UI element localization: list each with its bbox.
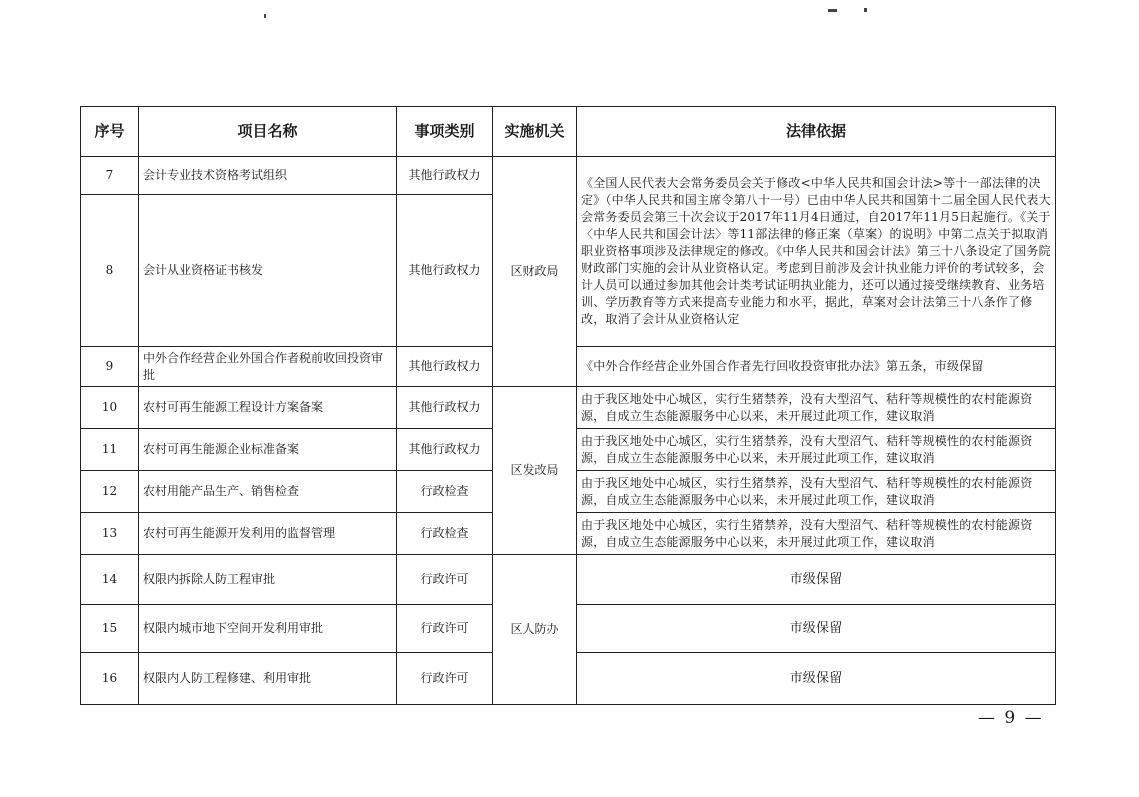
row-number: 13: [81, 513, 139, 555]
approval-items-table: [80, 106, 1056, 705]
table-row: [81, 555, 1056, 605]
row-item-name: 农村可再生能源工程设计方案备案: [139, 387, 397, 429]
row-number: 15: [81, 605, 139, 653]
header-serial-number: 序号: [81, 107, 139, 157]
row-legal-basis: 市级保留: [577, 653, 1056, 705]
table-row: [81, 387, 1056, 429]
row-item-name: 权限内城市地下空间开发利用审批: [139, 605, 397, 653]
row-legal-basis: 《全国人民代表大会常务委员会关于修改<中华人民共和国会计法>等十一部法律的决定》（中华人民共和国主席令第八十一号）已由中华人民共和国第十二届全国人民代表大会常务委员会第三十次会议于2017年11月4日通过，自2017年11月5日起施行。《关于〈中华人民共和国会计法〉等11部法律的修正案（草案）的说明》中第二点关于拟取消职业资格事项涉及法律规定的修改。《中华人民共和国会计法》第三十八条设定了国务院财政部门实施的会计从业资格认定。考虑到目前涉及会计执业能力评价的考试较多，会计人员可以通过参加其他会计类考试证明执业能力，还可以通过接受继续教育、业务培训、学历教育等方式来提高专业能力和水平，据此，草案对会计法第三十八条作了修改，取消了会计从业资格认定: [577, 157, 1056, 347]
row-legal-basis: 由于我区地处中心城区，实行生猪禁养，没有大型沼气、秸秆等规模性的农村能源资源，自成立生态能源服务中心以来，未开展过此项工作，建议取消: [577, 387, 1056, 429]
row-legal-basis: 《中外合作经营企业外国合作者先行回收投资审批办法》第五条，市级保留: [577, 347, 1056, 387]
page-number: — 9 —: [978, 708, 1044, 728]
row-item-name: 农村可再生能源开发利用的监督管理: [139, 513, 397, 555]
header-item-category: 事项类别: [397, 107, 493, 157]
row-agency: 区发改局: [493, 387, 577, 555]
header-legal-basis: 法律依据: [577, 107, 1056, 157]
row-category: 行政检查: [397, 471, 493, 513]
row-number: 9: [81, 347, 139, 387]
row-number: 16: [81, 653, 139, 705]
row-number: 8: [81, 195, 139, 347]
table-row: [81, 157, 1056, 195]
row-item-name: 农村用能产品生产、销售检查: [139, 471, 397, 513]
row-category: 其他行政权力: [397, 157, 493, 195]
row-category: 其他行政权力: [397, 429, 493, 471]
row-item-name: 会计从业资格证书核发: [139, 195, 397, 347]
row-legal-basis: 市级保留: [577, 605, 1056, 653]
row-item-name: 农村可再生能源企业标准备案: [139, 429, 397, 471]
row-agency: 区人防办: [493, 555, 577, 705]
row-number: 10: [81, 387, 139, 429]
row-number: 11: [81, 429, 139, 471]
header-item-name: 项目名称: [139, 107, 397, 157]
row-category: 行政许可: [397, 605, 493, 653]
row-item-name: 中外合作经营企业外国合作者税前收回投资审批: [139, 347, 397, 387]
row-category: 其他行政权力: [397, 195, 493, 347]
row-legal-basis: 由于我区地处中心城区，实行生猪禁养，没有大型沼气、秸秆等规模性的农村能源资源，自成立生态能源服务中心以来，未开展过此项工作，建议取消: [577, 513, 1056, 555]
row-number: 7: [81, 157, 139, 195]
row-category: 行政许可: [397, 653, 493, 705]
row-category: 行政检查: [397, 513, 493, 555]
scan-speck: [264, 14, 266, 18]
header-implementing-agency: 实施机关: [493, 107, 577, 157]
row-item-name: 会计专业技术资格考试组织: [139, 157, 397, 195]
row-item-name: 权限内人防工程修建、利用审批: [139, 653, 397, 705]
row-item-name: 权限内拆除人防工程审批: [139, 555, 397, 605]
row-legal-basis: 由于我区地处中心城区，实行生猪禁养，没有大型沼气、秸秆等规模性的农村能源资源，自成立生态能源服务中心以来，未开展过此项工作，建议取消: [577, 471, 1056, 513]
row-legal-basis: 市级保留: [577, 555, 1056, 605]
table-header-row: [81, 107, 1056, 157]
row-number: 14: [81, 555, 139, 605]
scan-speck: [828, 9, 837, 12]
row-legal-basis: 由于我区地处中心城区，实行生猪禁养，没有大型沼气、秸秆等规模性的农村能源资源，自成立生态能源服务中心以来，未开展过此项工作，建议取消: [577, 429, 1056, 471]
row-category: 行政许可: [397, 555, 493, 605]
row-agency: 区财政局: [493, 157, 577, 387]
row-category: 其他行政权力: [397, 387, 493, 429]
scan-speck: [864, 8, 867, 12]
row-number: 12: [81, 471, 139, 513]
row-category: 其他行政权力: [397, 347, 493, 387]
